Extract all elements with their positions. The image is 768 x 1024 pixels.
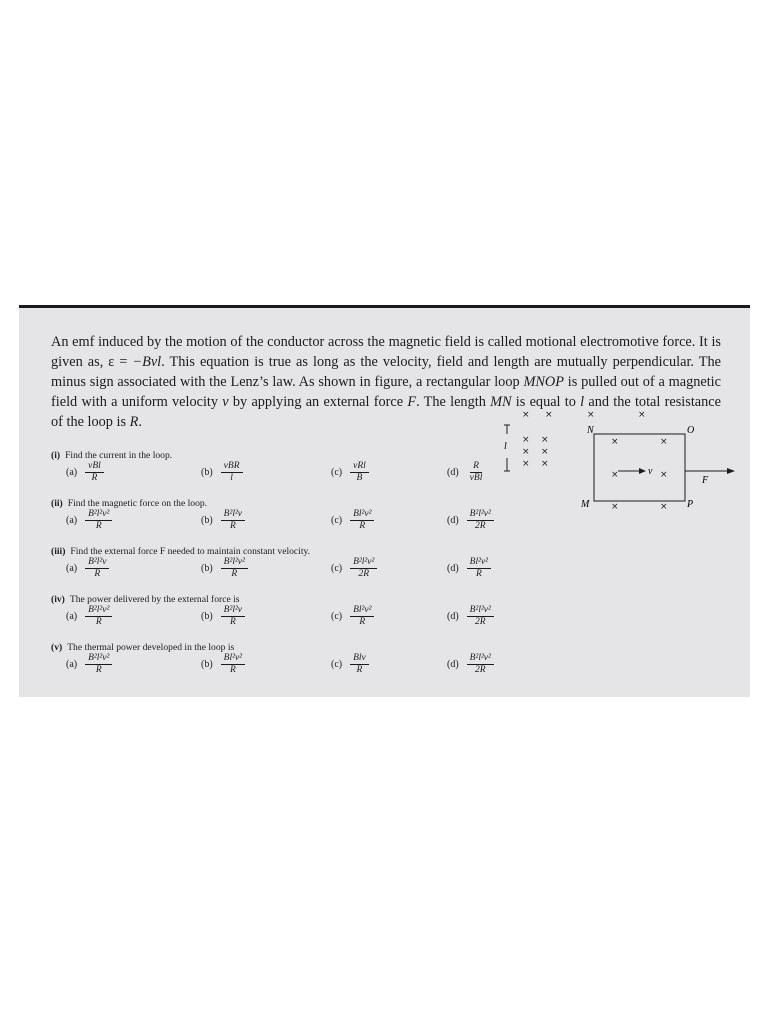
answer-option[interactable]: [66, 557, 109, 580]
velocity-label: v: [648, 466, 653, 477]
answer-option[interactable]: [201, 509, 245, 532]
question-number: (iv): [51, 594, 65, 605]
fraction-denominator: R: [475, 569, 482, 579]
question-text: Find the magnetic force on the loop.: [67, 498, 208, 509]
fraction-numerator: B²l²v: [221, 509, 245, 521]
fraction-numerator: B²l²v²: [85, 509, 112, 521]
question-text: Find the current in the loop.: [65, 450, 173, 461]
intro-text-1: An emf induced by the motion of the conductor across the magnetic field is called motional electromotive force. It is given as, ε =: [51, 334, 721, 370]
fraction-numerator: B²l²v²: [221, 557, 248, 569]
option-label: (c): [331, 659, 343, 670]
option-label: (c): [331, 467, 343, 478]
fraction-numerator: B²l²v²: [85, 605, 112, 617]
fraction-denominator: 2R: [475, 665, 486, 675]
option-fraction: [350, 461, 369, 484]
option-fraction: [467, 653, 494, 676]
field-cross: ×: [522, 459, 530, 469]
fraction-numerator: B²l²v: [85, 557, 109, 569]
field-cross: ×: [611, 470, 619, 480]
loop-rectangle: [594, 434, 685, 501]
field-cross: ×: [611, 502, 619, 512]
question-number: (ii): [51, 498, 63, 509]
option-fraction: [221, 605, 245, 628]
answer-option[interactable]: [331, 509, 374, 532]
fraction-denominator: R: [229, 665, 236, 675]
fraction-numerator: R: [470, 461, 482, 473]
fraction-denominator: R: [95, 617, 102, 627]
answer-option[interactable]: [447, 653, 494, 676]
answer-option[interactable]: [66, 461, 104, 484]
option-fraction: [350, 509, 374, 532]
field-cross: ×: [522, 435, 530, 445]
length-symbol: l: [580, 394, 585, 410]
emf-equation: −Bvl: [132, 354, 162, 370]
fraction-numerator: B²l²v²: [350, 557, 377, 569]
corner-n-label: N: [587, 425, 594, 436]
option-label: (d): [447, 515, 459, 526]
answer-option[interactable]: [66, 653, 112, 676]
option-fraction: [221, 653, 245, 676]
option-label: (a): [66, 611, 78, 622]
fraction-numerator: Blv: [350, 653, 369, 665]
fraction-denominator: 2R: [475, 521, 486, 531]
field-cross: ×: [587, 410, 595, 420]
answer-option[interactable]: [66, 605, 112, 628]
fraction-numerator: B²l²v²: [467, 509, 494, 521]
option-label: (a): [66, 563, 78, 574]
velocity-symbol: v: [222, 394, 229, 410]
fraction-denominator: 2R: [358, 569, 369, 579]
option-fraction: [85, 605, 112, 628]
field-cross: ×: [541, 435, 549, 445]
loop-figure: [501, 410, 741, 531]
fraction-denominator: R: [91, 473, 98, 483]
loop-name: MNOP: [523, 374, 564, 390]
option-fraction: [467, 461, 486, 484]
force-symbol: F: [407, 394, 417, 410]
fraction-denominator: 2R: [475, 617, 486, 627]
fraction-denominator: R: [95, 521, 102, 531]
intro-paragraph: [51, 332, 721, 432]
magnetic-field-crosses: [522, 410, 668, 512]
answer-option[interactable]: [331, 653, 369, 676]
fraction-denominator: R: [229, 521, 236, 531]
option-fraction: [221, 509, 245, 532]
field-cross: ×: [541, 447, 549, 457]
intro-text-7: and the total resistance of the loop is: [51, 394, 721, 430]
field-cross: ×: [541, 459, 549, 469]
option-label: (b): [201, 515, 213, 526]
option-fraction: [350, 653, 369, 676]
option-label: (b): [201, 611, 213, 622]
fraction-numerator: B²l²v: [221, 605, 245, 617]
option-label: (d): [447, 611, 459, 622]
option-fraction: [221, 461, 243, 484]
corner-o-label: O: [687, 425, 695, 436]
option-label: (b): [201, 467, 213, 478]
fraction-denominator: l: [230, 473, 233, 483]
field-cross: ×: [522, 447, 530, 457]
option-label: (a): [66, 659, 78, 670]
option-label: (b): [201, 659, 213, 670]
fraction-numerator: Bl²v²: [350, 509, 374, 521]
velocity-arrow-head: [639, 468, 646, 474]
option-label: (b): [201, 563, 213, 574]
option-label: (d): [447, 563, 459, 574]
fraction-denominator: R: [94, 569, 101, 579]
fraction-numerator: Bl²v²: [221, 653, 245, 665]
option-fraction: [85, 557, 109, 580]
option-fraction: [221, 557, 248, 580]
option-label: (d): [447, 659, 459, 670]
field-cross: ×: [522, 410, 530, 420]
corner-p-label: P: [687, 499, 694, 510]
option-fraction: [467, 605, 494, 628]
option-fraction: [85, 653, 112, 676]
field-cross: ×: [545, 410, 553, 420]
fraction-denominator: R: [359, 617, 366, 627]
question-number: (i): [51, 450, 61, 461]
loop-diagram: [501, 410, 741, 531]
force-label: F: [702, 475, 709, 486]
question-text: The thermal power developed in the loop is: [67, 642, 235, 653]
option-fraction: [85, 461, 104, 484]
question-heading: [51, 594, 240, 605]
fraction-denominator: R: [95, 665, 102, 675]
answer-option[interactable]: [201, 653, 245, 676]
fraction-numerator: vRl: [350, 461, 369, 473]
intro-text-2: . This equation is true as long as the velocity, field and length are mutually perpendicular. The minus sign associated with the Lenz’s law. As shown in figure, a rectangular loop: [51, 354, 721, 390]
answer-option[interactable]: [447, 509, 494, 532]
answer-option[interactable]: [66, 509, 112, 532]
answer-option[interactable]: [201, 605, 245, 628]
intro-text-3: is pulled out of a magnetic field with a uniform velocity: [51, 374, 722, 410]
question-heading: [51, 498, 207, 509]
field-cross: ×: [660, 437, 668, 447]
resistance-symbol: R: [129, 414, 139, 430]
field-cross: ×: [660, 470, 668, 480]
question-heading: [51, 546, 310, 557]
fraction-denominator: R: [356, 665, 363, 675]
fraction-numerator: vBl: [85, 461, 104, 473]
force-arrow-head: [727, 468, 735, 474]
answer-option[interactable]: [201, 557, 248, 580]
intro-text-4: by applying an external force: [228, 394, 408, 410]
option-fraction: [350, 605, 374, 628]
fraction-denominator: R: [359, 521, 366, 531]
intro-text-6: is equal to: [511, 394, 581, 410]
option-label: (a): [66, 467, 78, 478]
field-cross: ×: [611, 437, 619, 447]
answer-option[interactable]: [331, 557, 377, 580]
answer-option[interactable]: [447, 557, 491, 580]
fraction-numerator: Bl²v²: [350, 605, 374, 617]
side-mn-symbol: MN: [490, 394, 512, 410]
option-label: (c): [331, 563, 343, 574]
fraction-numerator: vBR: [221, 461, 243, 473]
fraction-denominator: vBl: [469, 473, 483, 483]
question-heading: [51, 642, 234, 653]
question-text: Find the external force F needed to maintain constant velocity.: [70, 546, 311, 557]
fraction-denominator: R: [229, 617, 236, 627]
fraction-denominator: B: [356, 473, 363, 483]
option-label: (c): [331, 611, 343, 622]
option-fraction: [467, 557, 491, 580]
option-label: (d): [447, 467, 459, 478]
fraction-numerator: Bl²v²: [467, 557, 491, 569]
option-label: (c): [331, 515, 343, 526]
option-fraction: [85, 509, 112, 532]
answer-option[interactable]: [331, 605, 374, 628]
question-number: (v): [51, 642, 63, 653]
option-label: (a): [66, 515, 78, 526]
answer-option[interactable]: [201, 461, 243, 484]
question-number: (iii): [51, 546, 66, 557]
length-label: l: [504, 441, 507, 452]
fraction-numerator: B²l²v²: [467, 605, 494, 617]
field-cross: ×: [660, 502, 668, 512]
field-cross: ×: [638, 410, 646, 420]
intro-text-5: . The length: [416, 394, 491, 410]
question-text: The power delivered by the external force is: [69, 594, 240, 605]
answer-option[interactable]: [447, 605, 494, 628]
question-heading: [51, 450, 172, 461]
answer-option[interactable]: [447, 461, 485, 484]
fraction-denominator: R: [231, 569, 238, 579]
question-card: [19, 305, 750, 697]
corner-m-label: M: [581, 499, 590, 510]
option-fraction: [350, 557, 377, 580]
intro-text-8: .: [138, 414, 142, 430]
fraction-numerator: B²l²v²: [85, 653, 112, 665]
answer-option[interactable]: [331, 461, 369, 484]
fraction-numerator: B²l²v²: [467, 653, 494, 665]
option-fraction: [467, 509, 494, 532]
